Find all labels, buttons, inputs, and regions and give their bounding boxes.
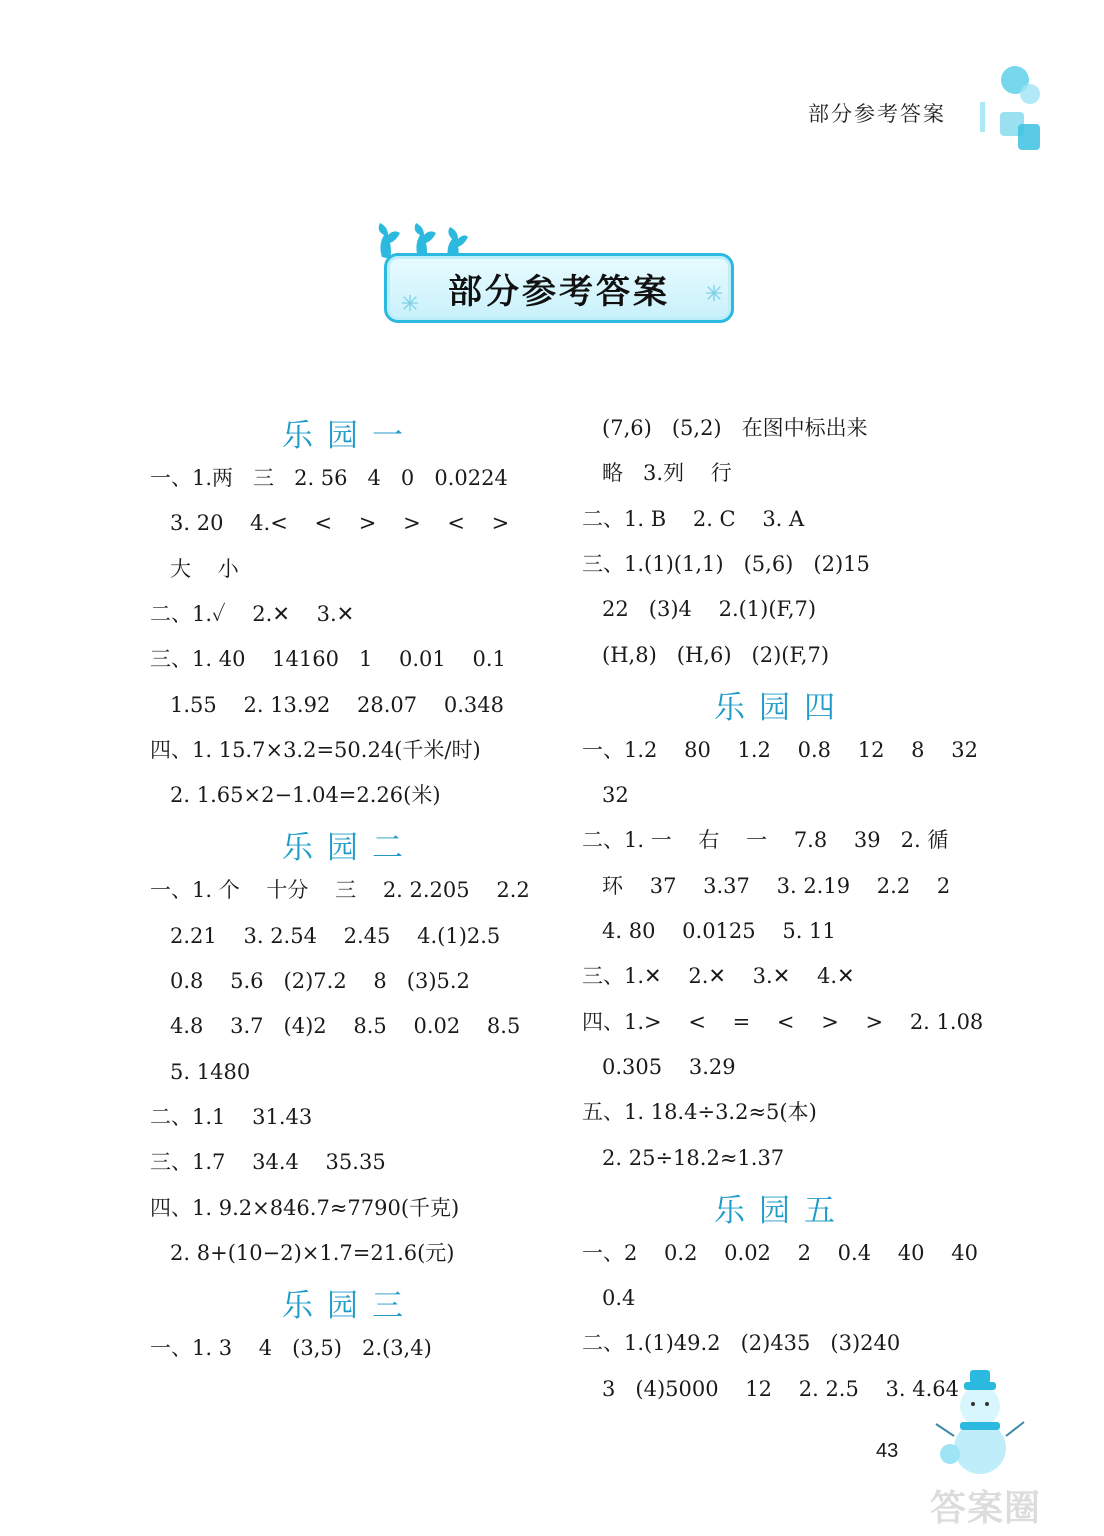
banner-box — [384, 253, 734, 323]
watermark — [930, 1480, 1041, 1531]
answer-line: 略 3.列 行 — [582, 461, 732, 486]
running-header-title: 部分参考答案 — [808, 102, 946, 126]
snowman-icon — [920, 1370, 1030, 1480]
answer-line: 一、1. 个 十分 三 2. 2.205 2.2 — [150, 878, 530, 903]
answer-line: (H,8) (H,6) (2)(F,7) — [582, 642, 830, 667]
answer-line: (7,6) (5,2) 在图中标出来 — [582, 416, 868, 440]
watermark-text: 答案圈 — [930, 1488, 1042, 1529]
section-title: 乐园二 — [282, 830, 417, 867]
answer-line: 五、1. 18.4÷3.2≈5(本) — [582, 1100, 817, 1125]
answer-line: 三、1.(1)(1,1) (5,6) (2)15 — [582, 551, 870, 576]
answer-line: 0.4 — [582, 1286, 636, 1311]
answer-line: 大 小 — [150, 556, 239, 581]
answer-line: 三、1.✕ 2.✕ 3.✕ 4.✕ — [582, 964, 855, 989]
answer-line: 一、2 0.2 0.02 2 0.4 40 40 — [582, 1240, 978, 1265]
snowflake-icon — [401, 294, 419, 312]
answer-line: 0.305 3.29 — [582, 1054, 736, 1079]
section-title: 乐园三 — [282, 1288, 417, 1325]
answer-line: 2. 8+(10−2)×1.7=21.6(元) — [150, 1240, 455, 1265]
answer-line: 二、1.✓ 2.✕ 3.✕ — [150, 601, 355, 626]
answer-line: 1.55 2. 13.92 28.07 0.348 — [150, 692, 504, 717]
section-title: 乐园四 — [714, 689, 849, 726]
answer-line: 3 (4)5000 12 2. 2.5 3. 4.64 — [582, 1376, 960, 1401]
answer-line: 一、1.两 三 2. 56 4 0 0.0224 — [150, 466, 508, 490]
answer-line: 2.21 3. 2.54 2.45 4.(1)2.5 — [150, 923, 501, 948]
ice-cubes-decoration — [960, 62, 1050, 162]
answer-line: 32 — [582, 783, 629, 808]
answer-line: 三、1.7 34.4 35.35 — [150, 1150, 386, 1175]
answer-line: 二、1.(1)49.2 (2)435 (3)240 — [582, 1331, 901, 1356]
answer-line: 4.8 3.7 (4)2 8.5 0.02 8.5 — [150, 1014, 521, 1039]
answer-line: 一、1. 3 4 (3,5) 2.(3,4) — [150, 1336, 432, 1361]
page-number: 43 — [876, 1440, 899, 1462]
answer-line: 2. 25÷18.2≈1.37 — [582, 1145, 785, 1170]
answer-line: 四、1.> < = < > > 2. 1.08 — [582, 1009, 984, 1034]
section-title: 乐园一 — [282, 418, 417, 454]
title-banner — [370, 205, 740, 325]
answer-line: 二、1.1 31.43 — [150, 1104, 313, 1129]
answer-line: 3. 20 4.< < > > < > — [150, 511, 510, 536]
answer-line: 环 37 3.37 3. 2.19 2.2 2 — [582, 873, 951, 898]
answer-line: 三、1. 40 14160 1 0.01 0.1 — [150, 647, 506, 672]
answer-line: 四、1. 15.7×3.2=50.24(千米/时) — [150, 737, 481, 762]
answer-line: 二、1. 一 右 一 7.8 39 2. 循 — [582, 828, 949, 853]
answer-line: 5. 1480 — [150, 1059, 251, 1084]
section-title: 乐园五 — [714, 1192, 849, 1229]
answer-line: 一、1.2 80 1.2 0.8 12 8 32 — [582, 737, 978, 762]
answer-line: 二、1. B 2. C 3. A — [582, 506, 805, 531]
banner-title: 部分参考答案 — [448, 272, 670, 312]
answer-line: 22 (3)4 2.(1)(F,7) — [582, 597, 817, 622]
answer-line: 0.8 5.6 (2)7.2 8 (3)5.2 — [150, 969, 470, 993]
answer-line: 2. 1.65×2−1.04=2.26(米) — [150, 783, 441, 808]
snowflake-icon — [705, 284, 723, 302]
answer-line: 4. 80 0.0125 5. 11 — [582, 919, 836, 943]
answer-line: 四、1. 9.2×846.7≈7790(千克) — [150, 1195, 460, 1220]
